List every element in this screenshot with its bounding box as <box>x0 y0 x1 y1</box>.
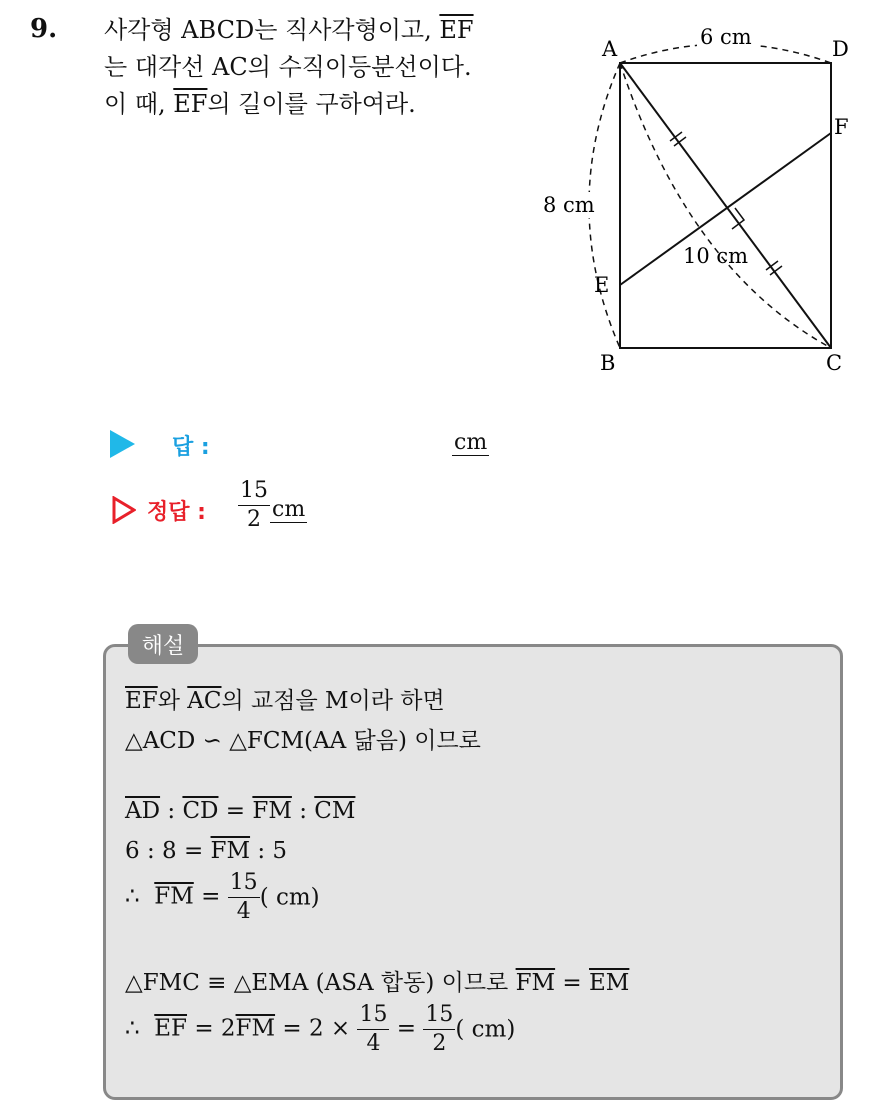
point-e: E <box>594 273 610 297</box>
segment-ef: $\overline{EF}$ <box>173 90 208 118</box>
solution-line-5: ∴ $\overline{FM}$ = $\frac{15}{4}$ ( cm) <box>125 870 320 924</box>
solution-line-4: 6 : $8 = \overline{FM}$ : 5 <box>125 838 288 864</box>
solution-line-2: △ACD ∽ △FCM(AA 닮음) 이므로 <box>125 728 481 754</box>
left-length-label: 8 cm <box>543 193 595 217</box>
solution-tag: 해설 <box>128 624 198 664</box>
correct-answer-fraction: $\frac{15}{2}$ <box>240 478 268 532</box>
question-number: 9. <box>30 14 58 44</box>
diagonal-length-label: 10 cm <box>683 244 749 268</box>
vertex-a: A <box>602 37 618 61</box>
vertex-c: C <box>826 351 843 375</box>
play-icon <box>110 430 135 458</box>
solution-line-3: $\overline{AD}$ : $\overline{CD} = \overline{FM}$ : $\overline{CM}$ <box>125 798 356 824</box>
solution-line-6: △FMC ≡ △EMA (ASA 합동) 이므로 $\overline{FM} = \overline{EM}$ <box>125 970 630 996</box>
question-line-3: 이 때, $\overline{EF}$의 길이를 구하여라. <box>104 90 416 118</box>
correct-answer-label: 정답 : <box>147 500 206 525</box>
rectangle-figure <box>530 20 880 380</box>
correct-answer-unit: cm <box>272 497 306 522</box>
question-line-2: 는 대각선 AC의 수직이등분선이다. <box>104 53 472 81</box>
top-length-label: 6 cm <box>700 25 752 49</box>
vertex-d: D <box>832 37 849 61</box>
question-line-1: 사각형 ABCD는 직사각형이고, $\overline{EF}$ <box>104 16 474 44</box>
right-angle-mark <box>732 208 744 229</box>
solution-line-1: $\overline{EF}$와 $\overline{AC}$의 교점을 M이라 하면 <box>125 688 445 714</box>
vertex-b: B <box>600 351 616 375</box>
answer-unit: cm <box>454 430 488 455</box>
answer-label: 답 : <box>172 435 210 460</box>
point-f: F <box>834 115 849 139</box>
question-text <box>104 12 534 123</box>
diagonal-ac <box>620 63 831 348</box>
solution-line-7: ∴ $\overline{EF} = 2\overline{FM} = 2$ × $\frac{15}{4}$ = $\frac{15}{2}$ ( cm) <box>125 1002 516 1056</box>
play-outline-icon <box>112 496 136 524</box>
segment-ef: $\overline{EF}$ <box>439 16 474 44</box>
